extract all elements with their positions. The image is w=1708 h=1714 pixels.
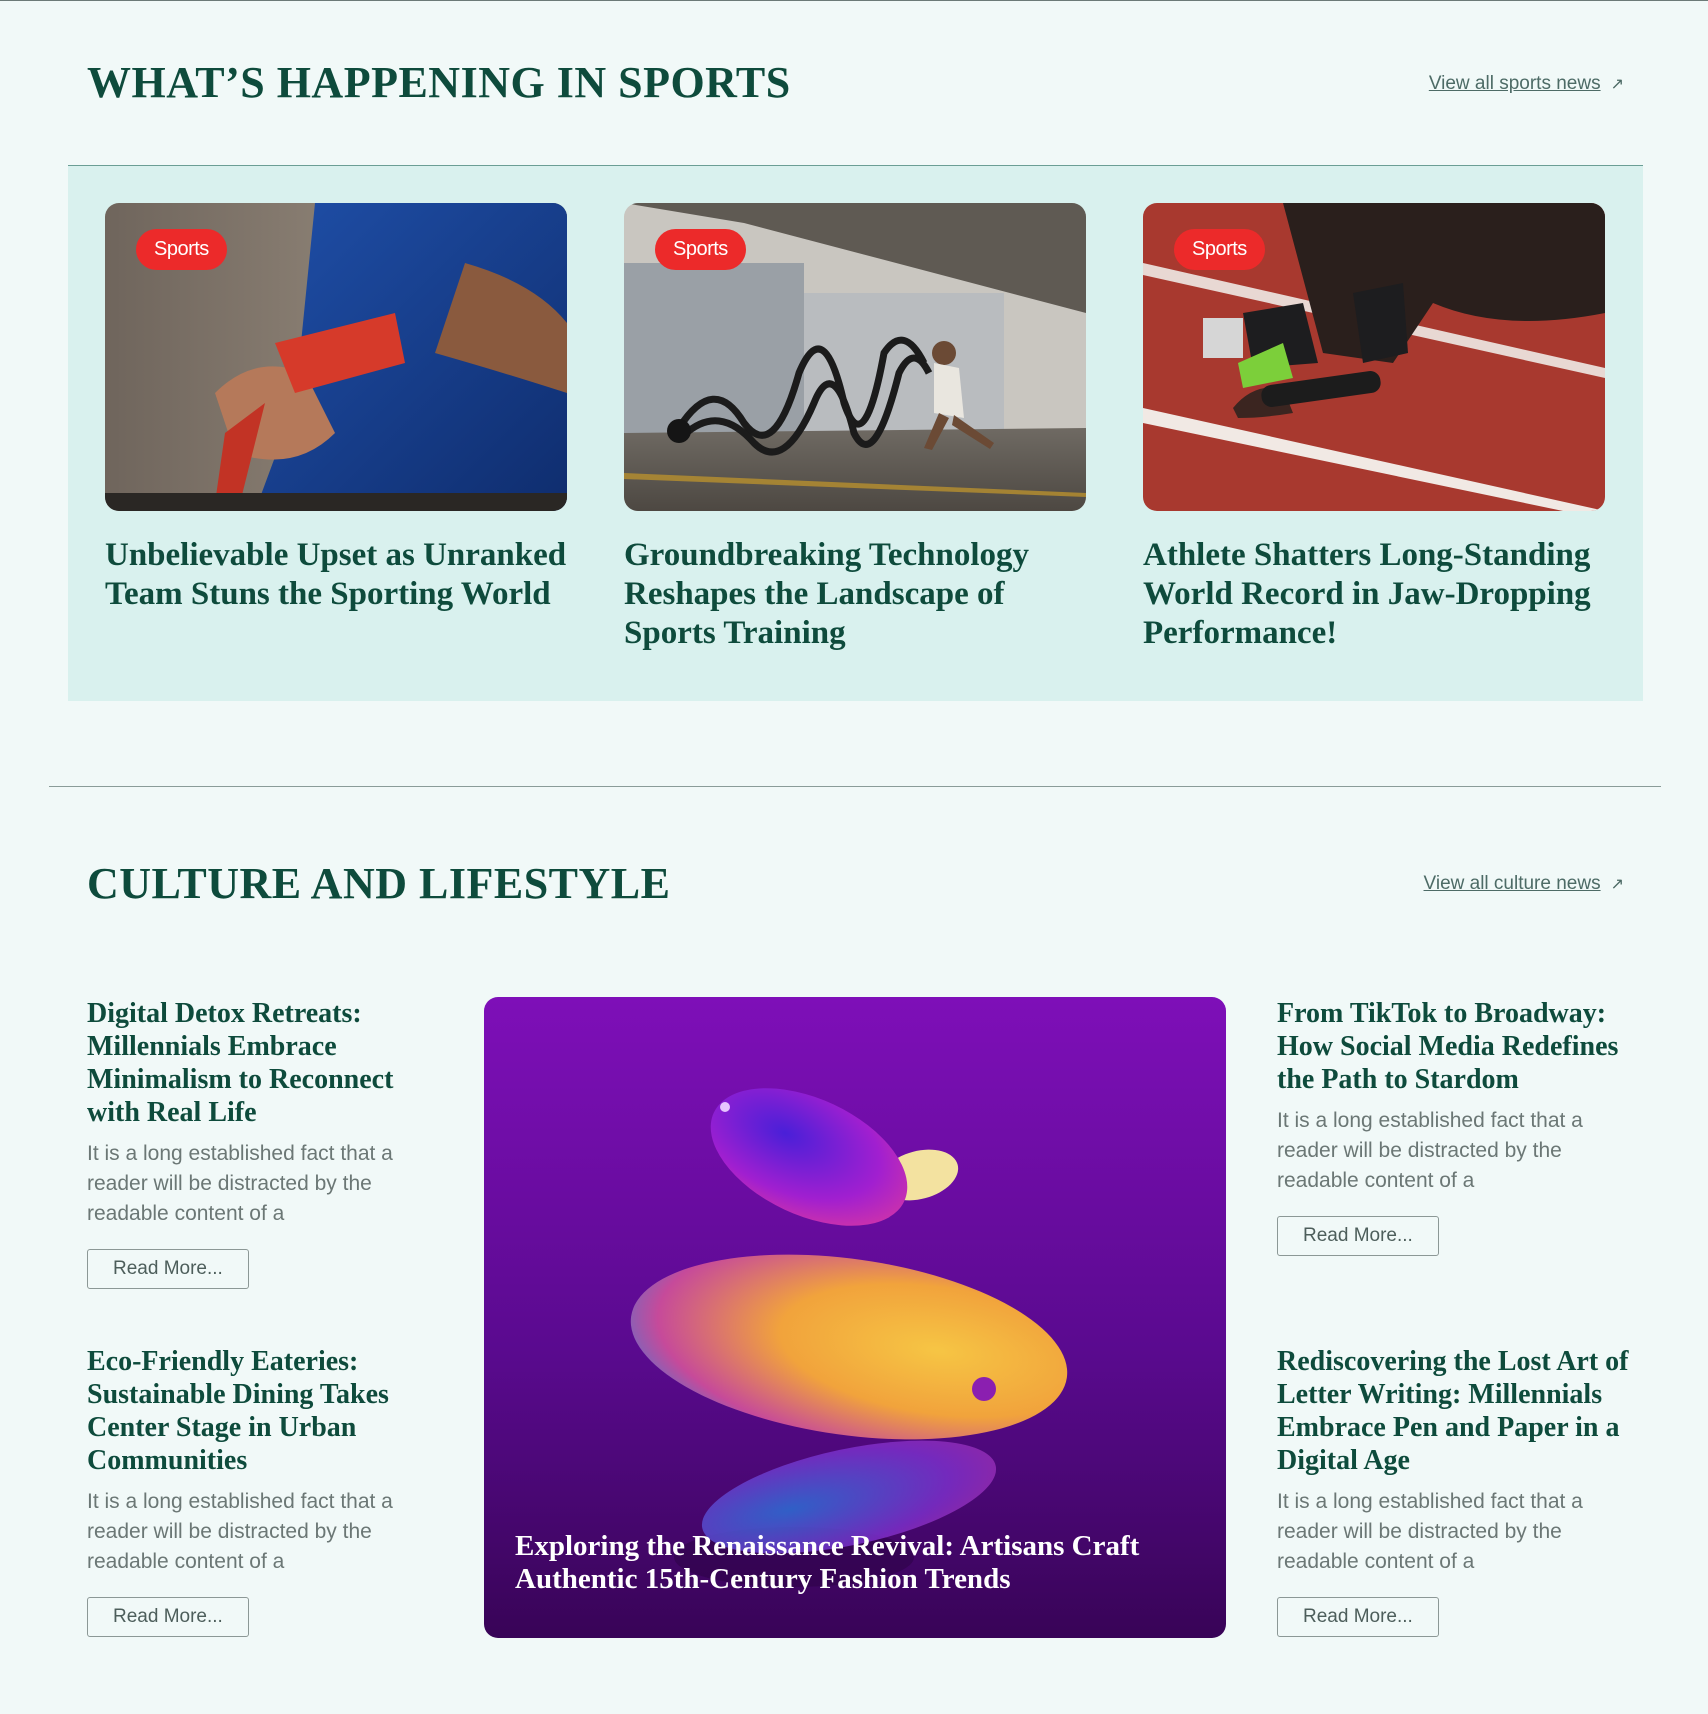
view-all-culture-link[interactable]	[1424, 873, 1624, 895]
sports-category-badge: Sports	[655, 229, 746, 270]
culture-article-excerpt: It is a long established fact that a reader will be distracted by the readable content of a	[87, 1142, 393, 1225]
view-all-sports-link[interactable]	[1429, 73, 1624, 95]
culture-article	[87, 1345, 447, 1637]
culture-article-excerpt: It is a long established fact that a reader will be distracted by the readable content of a	[87, 1490, 393, 1573]
culture-article-excerpt: It is a long established fact that a reader will be distracted by the readable content of a	[1277, 1109, 1583, 1192]
culture-article-title[interactable]: Eco-Friendly Eateries: Sustainable Dining Takes Center Stage in Urban Communities	[87, 1346, 389, 1476]
sports-article-title[interactable]: Groundbreaking Technology Reshapes the Landscape of Sports Training	[624, 537, 1030, 651]
top-border	[0, 0, 1708, 1]
view-all-sports-label: View all sports news	[1428, 73, 1601, 94]
battle-ropes-training-image	[624, 203, 1086, 511]
arrow-up-right-icon: ↗	[1610, 876, 1624, 893]
read-more-button[interactable]: Read More...	[87, 1249, 249, 1289]
culture-article-title[interactable]: From TikTok to Broadway: How Social Media Redefines the Path to Stardom	[1277, 998, 1619, 1095]
sprinter-starting-blocks-image	[1143, 203, 1605, 511]
sports-article-card[interactable]	[624, 203, 1086, 653]
read-more-button[interactable]: Read More...	[1277, 1216, 1439, 1256]
culture-article-excerpt: It is a long established fact that a reader will be distracted by the readable content of a	[1277, 1490, 1583, 1573]
section-divider	[49, 786, 1661, 787]
sports-article-title[interactable]: Unbelievable Upset as Unranked Team Stuns the Sporting World	[105, 537, 567, 612]
culture-article	[1277, 997, 1637, 1256]
sports-panel	[68, 165, 1643, 701]
culture-section-title: CULTURE AND LIFESTYLE	[87, 859, 671, 908]
culture-article	[87, 997, 447, 1289]
culture-article-title[interactable]: Rediscovering the Lost Art of Letter Writing: Millennials Embrace Pen and Paper in a Digital Age	[1277, 1346, 1629, 1476]
boxer-wrapping-hands-image	[105, 203, 567, 511]
sports-category-badge: Sports	[1174, 229, 1265, 270]
featured-culture-article[interactable]	[484, 997, 1226, 1638]
sports-article-card[interactable]	[1143, 203, 1605, 653]
arrow-up-right-icon: ↗	[1610, 76, 1624, 93]
sports-article-title[interactable]: Athlete Shatters Long-Standing World Record in Jaw-Dropping Performance!	[1143, 537, 1591, 651]
view-all-culture-label: View all culture news	[1423, 873, 1601, 894]
sports-category-badge: Sports	[136, 229, 227, 270]
featured-article-title[interactable]: Exploring the Renaissance Revival: Artisans Craft Authentic 15th-Century Fashion Trends	[515, 1530, 1140, 1595]
culture-article	[1277, 1345, 1637, 1637]
read-more-button[interactable]: Read More...	[87, 1597, 249, 1637]
culture-article-title[interactable]: Digital Detox Retreats: Millennials Embrace Minimalism to Reconnect with Real Life	[87, 998, 394, 1128]
sports-article-card[interactable]	[105, 203, 567, 614]
read-more-button[interactable]: Read More...	[1277, 1597, 1439, 1637]
sports-section-title: WHAT’S HAPPENING IN SPORTS	[87, 58, 791, 107]
